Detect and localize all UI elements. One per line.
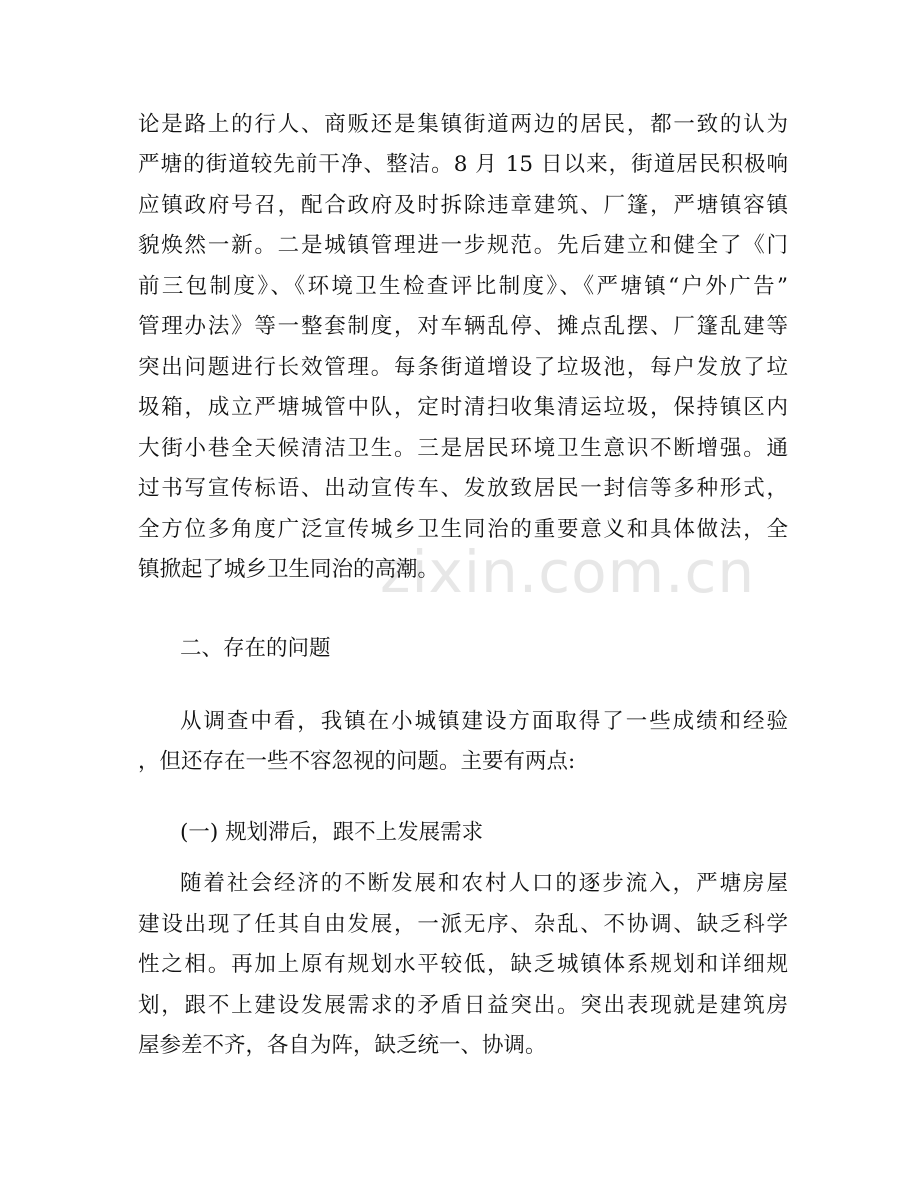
- paragraph-line: 全方位多角度广泛宣传城乡卫生同治的重要意义和具体做法，全: [138, 517, 788, 542]
- paragraph-line: 随着社会经济的不断发展和农村人口的逐步流入，严塘房屋: [180, 871, 788, 896]
- paragraph-line: 论是路上的行人、商贩还是集镇街道两边的居民，都一致的认为: [138, 112, 788, 137]
- paragraph-line: 圾箱，成立严塘城管中队，定时清扫收集清运垃圾，保持镇区内: [138, 395, 788, 420]
- subsection-heading: (一) 规划滞后，跟不上发展需求: [180, 820, 484, 845]
- paragraph-line: 性之相。再加上原有规划水平较低，缺乏城镇体系规划和详细规: [138, 952, 788, 977]
- paragraph-line: 大街小巷全天候清洁卫生。三是居民环境卫生意识不断增强。通: [138, 436, 788, 461]
- paragraph-line: 建设出现了任其自由发展，一派无序、杂乱、不协调、缺乏科学: [138, 912, 788, 937]
- paragraph-line: 前三包制度》、《环境卫生检查评比制度》、《严塘镇“户外广告”: [138, 274, 788, 299]
- paragraph-line: 镇掀起了城乡卫生同治的高潮。: [138, 557, 440, 582]
- section-heading: 二、存在的问题: [180, 636, 331, 661]
- paragraph-line: 严塘的街道较先前干净、整洁。8 月 15 日以来，街道居民积极响: [138, 152, 788, 177]
- paragraph-line: 貌焕然一新。二是城镇管理进一步规范。先后建立和健全了《门: [138, 233, 788, 258]
- paragraph-line: 屋参差不齐，各自为阵，缺乏统一、协调。: [138, 1033, 547, 1058]
- watermark: zixin.com.cn: [380, 538, 756, 606]
- paragraph-line: 应镇政府号召，配合政府及时拆除违章建筑、厂篷，严塘镇容镇: [138, 193, 788, 218]
- paragraph-line: ，但还存在一些不容忽视的问题。主要有两点:: [138, 749, 576, 774]
- paragraph-line: 过书写宣传标语、出动宣传车、发放致居民一封信等多种形式，: [138, 476, 788, 501]
- paragraph-line: 从调查中看，我镇在小城镇建设方面取得了一些成绩和经验: [180, 709, 788, 734]
- paragraph-line: 划，跟不上建设发展需求的矛盾日益突出。突出表现就是建筑房: [138, 993, 788, 1018]
- paragraph-line: 突出问题进行长效管理。每条街道增设了垃圾池，每户发放了垃: [138, 355, 788, 380]
- paragraph-line: 管理办法》等一整套制度，对车辆乱停、摊点乱摆、厂篷乱建等: [138, 314, 788, 339]
